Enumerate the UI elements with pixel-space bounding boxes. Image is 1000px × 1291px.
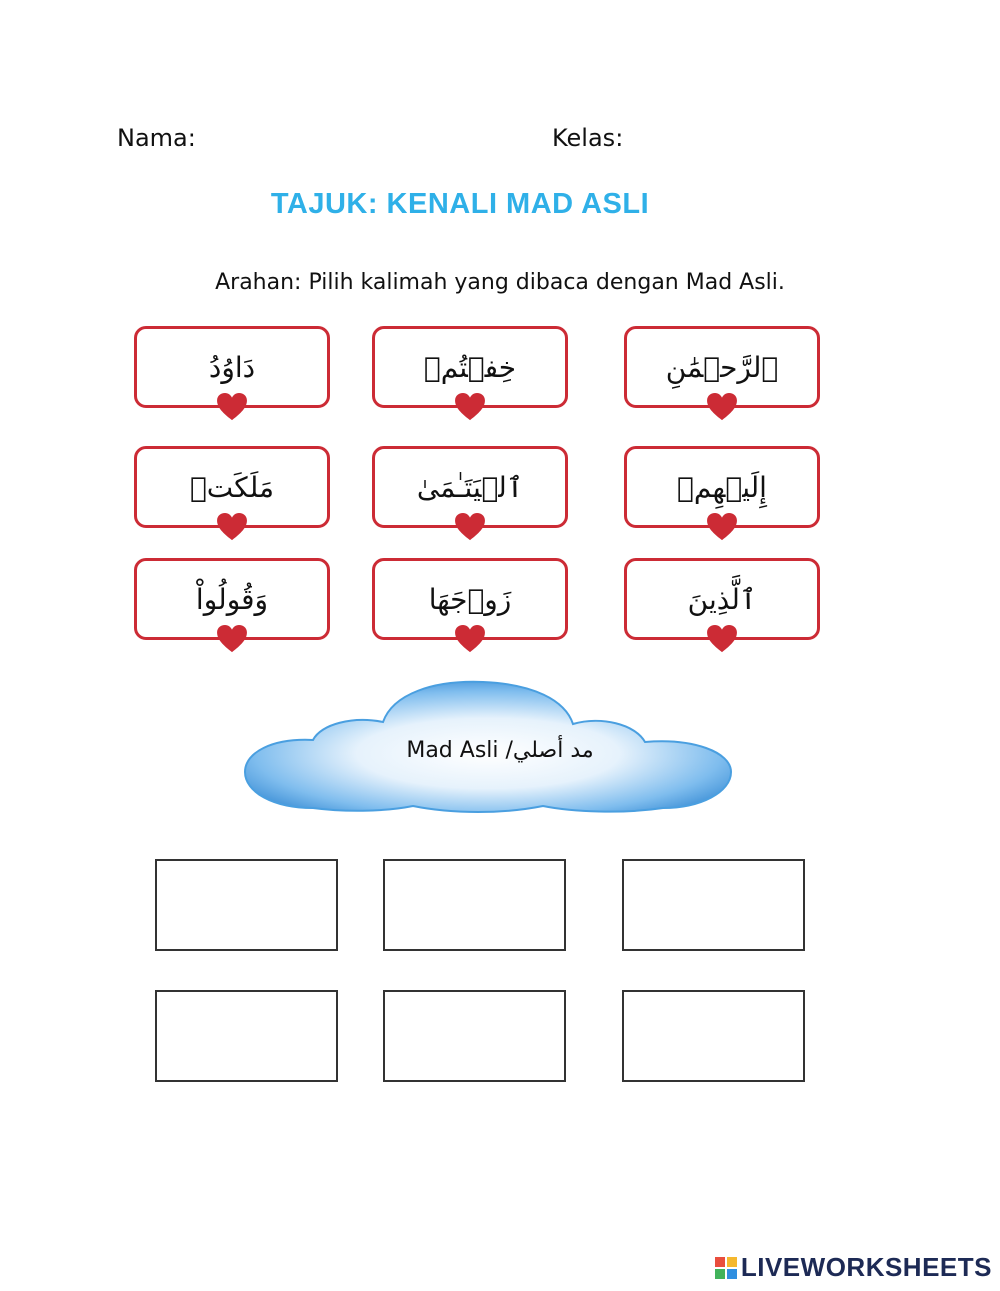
heart-icon [707,513,737,541]
word-card[interactable] [372,326,568,408]
answer-box[interactable] [622,990,805,1082]
word-card-text: ٱلرَّحۡمَٰنِ [665,351,779,384]
answer-box[interactable] [155,859,338,951]
heart-icon [455,513,485,541]
class-label: Kelas: [552,124,624,152]
word-card[interactable] [624,446,820,528]
page-title: TAJUK: KENALI MAD ASLI [270,188,650,220]
heart-icon [217,625,247,653]
footer-brand [715,1252,992,1283]
heart-icon [707,393,737,421]
heart-icon [217,513,247,541]
word-card[interactable] [624,558,820,640]
answer-box[interactable] [622,859,805,951]
word-card-text: وَقُولُواْ [195,583,269,616]
word-card-text: زَوۡجَهَا [428,583,512,616]
instruction-text: Arahan: Pilih kalimah yang dibaca dengan Mad Asli. [215,270,785,295]
name-label: Nama: [117,124,196,152]
answer-box[interactable] [383,859,566,951]
heart-icon [217,393,247,421]
word-card[interactable] [134,446,330,528]
heart-icon [455,393,485,421]
word-card[interactable] [372,446,568,528]
word-card-text: ٱلۡيَتَـٰمَىٰ [416,471,524,504]
word-card[interactable] [624,326,820,408]
answer-box[interactable] [155,990,338,1082]
liveworksheets-logo-icon [715,1257,737,1279]
word-card-text: إِلَيۡهِمۡ [677,471,767,504]
word-card[interactable] [134,326,330,408]
word-card[interactable] [372,558,568,640]
answer-box[interactable] [383,990,566,1082]
heart-icon [707,625,737,653]
word-card-text: خِفۡتُمۡ [423,351,517,384]
brand-name: LIVEWORKSHEETS [740,1252,992,1282]
word-card[interactable] [134,558,330,640]
word-card-text: ٱلَّذِينَ [687,583,757,616]
cloud-label: Mad Asli /مد أصلي [406,738,594,763]
word-card-text: مَلَكَتۡ [189,471,275,504]
word-card-text: دَاوُدُ [208,351,256,384]
heart-icon [455,625,485,653]
